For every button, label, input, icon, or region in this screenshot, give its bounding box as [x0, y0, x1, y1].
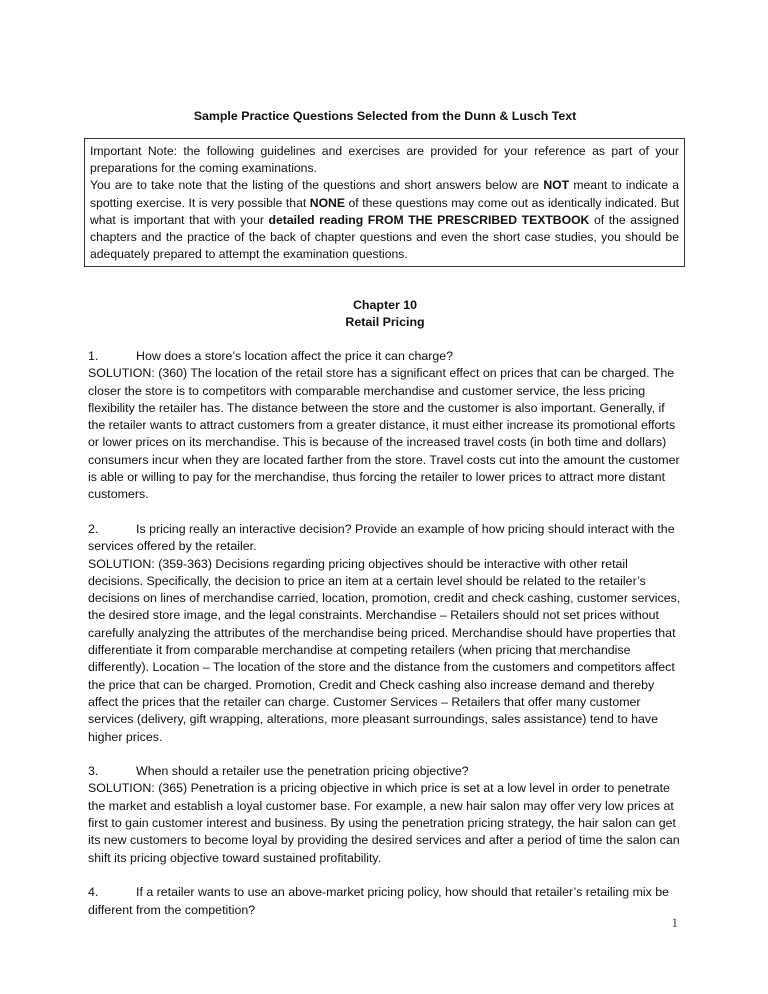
question-number: 4.	[88, 885, 99, 900]
note-paragraph-2	[90, 177, 679, 263]
question-number: 1.	[88, 349, 99, 363]
question-line	[88, 521, 682, 556]
note-text: meant to indicate a spotting exercise. It is very possible that	[90, 178, 679, 210]
question-number: 3.	[88, 764, 99, 779]
note-text: You are to take note that the listing of the questions and short answers below are	[90, 178, 544, 193]
note-emphasis-textbook: detailed reading FROM THE PRESCRIBED TEXTBOOK	[268, 212, 590, 227]
question-item	[88, 521, 682, 746]
question-line	[88, 763, 682, 780]
page-number: 1	[671, 915, 678, 930]
question-item	[88, 763, 682, 867]
question-text: If a retailer wants to use an above-market pricing policy, how should that retailer’s retailing mix be different from the competition?	[88, 885, 670, 917]
question-line	[88, 348, 682, 365]
question-list	[88, 348, 682, 936]
note-paragraph-1: Important Note: the following guidelines and exercises are provided for your reference as part of your preparations for the coming examinations.	[90, 144, 679, 176]
note-emphasis-none: NONE	[309, 195, 345, 210]
question-item	[88, 348, 682, 504]
document-title: Sample Practice Questions Selected from the Dunn & Lusch Text	[193, 109, 577, 123]
solution-text: SOLUTION: (365) Penetration is a pricing objective in which price is set at a low level in order to penetrate the market and establish a loyal customer base. For example, a new hair salon may offer very low prices at first to gain customer interest and business. By using the penetration pricing strategy, the hair salon can get its new customers to become loyal by providing the desired services and after a period of time the salon can shift its pricing objective toward sustained profitability.	[88, 781, 680, 865]
solution-text: SOLUTION: (360) The location of the retail store has a significant effect on prices that can be charged. The closer the store is to competitors with comparable merchandise and customer service, the less pricing flexibility the retailer has. The distance between the store and the customer is also important. Generally, if the retailer wants to attract customers from a greater distance, it must either increase its promotional efforts or lower prices on its merchandise. This is because of the increased travel costs (in both time and dollars) consumers incur when they are located farther from the store. Travel costs cut into the amount the customer is able or willing to pay for the merchandise, thus forcing the retailer to lower prices to attract more distant customers.	[88, 366, 680, 502]
question-line	[88, 884, 682, 919]
question-number: 2.	[88, 521, 99, 536]
important-note-box	[84, 138, 685, 267]
question-text: How does a store’s location affect the price it can charge?	[136, 349, 454, 363]
solution-text: SOLUTION: (359-363) Decisions regarding pricing objectives should be interactive with other retail decisions. Specifically, the decision to price an item at a certain level should be related to the retailer’s decisions on lines of merchandise carried, location, promotion, credit and check cashing, customer services, the desired store image, and the legal constraints. Merchandise – Retailers should not set prices without carefully analyzing the attributes of the merchandise being priced. Merchandise should have properties that differentiate it from comparable merchandise at competing retailers (when pricing that merchandise differently). Location – The location of the store and the distance from the customers and competitors affect the price that can be charged. Promotion, Credit and Check cashing also increase demand and thereby affect the prices that the retailer can charge. Customer Services – Retailers that offer many customer services (delivery, gift wrapping, alterations, more pleasant surroundings, sales assistance) tend to have higher prices.	[88, 556, 681, 744]
question-text: Is pricing really an interactive decision? Provide an example of how pricing should interact with the services offered by the retailer.	[88, 521, 675, 554]
chapter-heading	[88, 297, 682, 332]
note-emphasis-not: NOT	[543, 178, 570, 193]
chapter-number: Chapter 10	[352, 298, 418, 312]
note-text: of the assigned chapters and the practice of the back of chapter questions and even the short case studies, you should be adequately prepared to attempt the examination questions.	[90, 212, 679, 262]
note-text: of these questions may come out as identically indicated. But what is important that with your	[90, 195, 679, 227]
question-text: When should a retailer use the penetration pricing objective?	[136, 764, 469, 779]
question-item	[88, 884, 682, 919]
chapter-title: Retail Pricing	[345, 315, 425, 330]
